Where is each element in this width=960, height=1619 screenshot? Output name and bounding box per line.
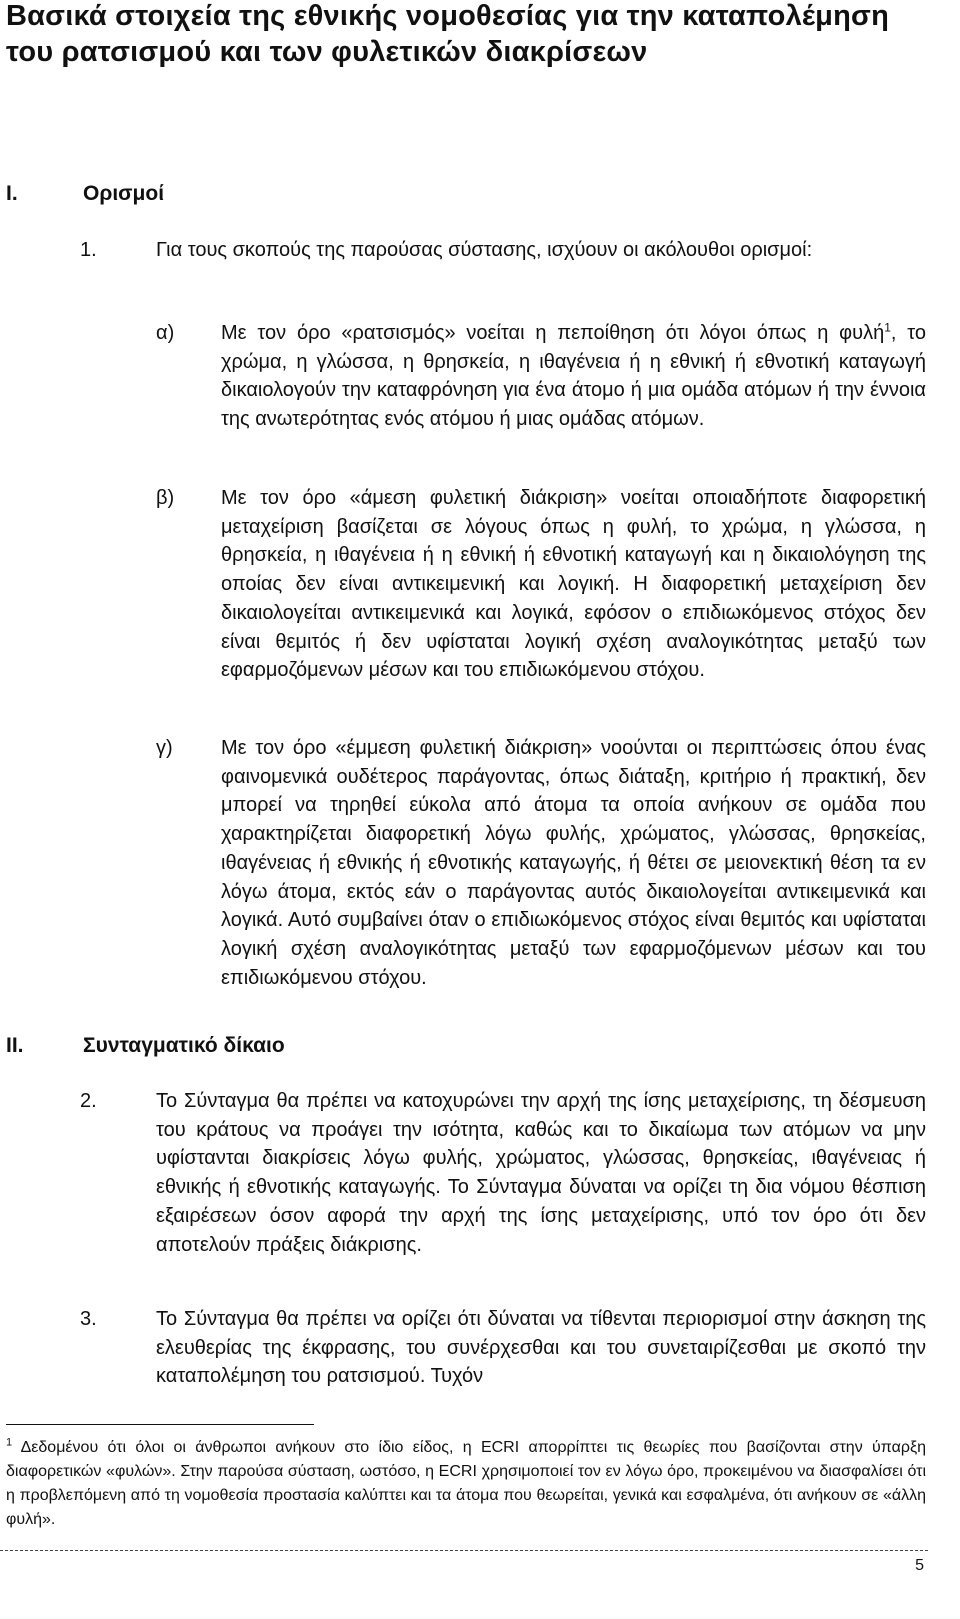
definition-racism xyxy=(221,319,926,434)
section-title: Συνταγματικό δίκαιο xyxy=(83,1034,285,1057)
footnote-text: Δεδομένου ότι όλοι οι άνθρωποι ανήκουν στο ίδιο είδος, η ECRI απορρίπτει τις θεωρίες που βασίζονται στην ύπαρξη διαφορετικών «φυλών». Στην παρούσα σύσταση, ωστόσο, η ECRI χρησιμοποιεί τον εν λόγω όρο, προκειμένου να διασφαλίσει ότι η προβλεπόμενη από τη νομοθεσία προστασία καλύπτει και τα άτομα που θεωρείται, γενικά και εσφαλμένα, ότι ανήκουν σε «άλλη φυλή». xyxy=(6,1439,927,1528)
paragraph-number-1: 1. xyxy=(80,239,97,261)
section-number: II. xyxy=(6,1034,24,1057)
footnote-1 xyxy=(6,1436,926,1532)
footnote-separator xyxy=(6,1424,314,1425)
definition-indirect-discrimination: Με τον όρο «έμμεση φυλετική διάκριση» νοούνται οι περιπτώσεις όπου ένας φαινομενικά ουδέτερος παράγοντας, όπως διάταξη, κριτήριο ή πρακτική, δεν μπορεί να τηρηθεί εύκολα από άτομα τα οποία ανήκουν σε ομάδα που χαρακτηρίζεται διαφορετική λόγω φυλής, χρώματος, γλώσσας, θρησκείας, ιθαγένειας ή εθνικής ή εθνοτικής καταγωγής, ή θέτει σε μειονεκτική θέση τα εν λόγω άτομα, εκτός εάν ο παράγοντας αυτός δικαιολογείται αντικειμενικά και λογικά. Αυτό συμβαίνει όταν ο επιδιωκόμενος στόχος είναι θεμιτός και υφίσταται λογική σχέση αναλογικότητας μεταξύ των εφαρμοζόμενων μέσων και του επιδιωκόμενου στόχου. xyxy=(221,737,926,989)
footnote-number: 1 xyxy=(6,1436,13,1449)
item-marker-c: γ) xyxy=(156,737,173,759)
footnote-reference: 1 xyxy=(884,320,891,335)
section-number: I. xyxy=(6,182,18,205)
item-marker-a: α) xyxy=(156,322,175,344)
section-title: Ορισμοί xyxy=(83,182,165,205)
definition-direct-discrimination: Με τον όρο «άμεση φυλετική διάκριση» νοείται οποιαδήποτε διαφορετική μεταχείριση βασίζεται σε λόγους όπως η φυλή, το χρώμα, η γλώσσα, η θρησκεία, η ιθαγένεια ή η εθνική ή εθνοτική καταγωγή και η δικαιολόγηση της οποίας δεν είναι αντικειμενική και λογική. Η διαφορετική μεταχείριση δεν δικαιολογείται αντικειμενικά και λογικά, εφόσον ο επιδιωκόμενος στόχος δεν είναι θεμιτός ή δεν υφίσταται λογική σχέση αναλογικότητας μεταξύ των εφαρμοζόμενων μέσων και του επιδιωκόμενου στόχου. xyxy=(221,487,926,682)
footer-separator xyxy=(0,1550,928,1551)
item-marker-b: β) xyxy=(156,487,175,509)
paragraph-1-text: Για τους σκοπούς της παρούσας σύστασης, ισχύουν οι ακόλουθοι ορισμοί: xyxy=(156,239,813,261)
paragraph-3-text: Το Σύνταγμα θα πρέπει να ορίζει ότι δύναται να τίθενται περιορισμοί στην άσκηση της ελευθερίας της έκφρασης, του συνέρχεσθαι και του συνεταιρίζεσθαι με σκοπό την καταπολέμηση του ρατσισμού. Τυχόν xyxy=(156,1308,926,1388)
paragraph-2-text: Το Σύνταγμα θα πρέπει να κατοχυρώνει την αρχή της ίσης μεταχείρισης, τη δέσμευση του κράτους να προάγει την ισότητα, καθώς και το δικαίωμα των ατόμων να μην υφίστανται διακρίσεις λόγω φυλής, χρώματος, γλώσσας, θρησκείας, ιθαγένειας ή εθνικής ή εθνοτικής καταγωγής. Το Σύνταγμα δύναται να ορίζει τη δια νόμου θέσπιση εξαιρέσεων όσον αφορά την αρχή της ίσης μεταχείρισης, υπό τον όρο ότι δεν αποτελούν πράξεις διάκρισης. xyxy=(156,1090,926,1256)
paragraph-number-3: 3. xyxy=(80,1308,97,1330)
page-number: 5 xyxy=(915,1557,924,1574)
definition-racism-text: Με τον όρο «ρατσισμός» νοείται η πεποίθηση ότι λόγοι όπως η φυλή xyxy=(221,322,885,344)
paragraph-number-2: 2. xyxy=(80,1090,97,1112)
document-title: Βασικά στοιχεία της εθνικής νομοθεσίας για την καταπολέμηση του ρατσισμού και των φυλετικών διακρίσεων xyxy=(6,0,889,68)
definition-racism-text-continued: , το χρώμα, η γλώσσα, η θρησκεία, η ιθαγένεια ή η εθνική ή εθνοτική καταγωγή δικαιολογούν την καταφρόνηση για ένα άτομο ή μια ομάδα ατόμων ή την έννοια της ανωτερότητας ενός ατόμου ή μιας ομάδας ατόμων. xyxy=(221,322,926,431)
